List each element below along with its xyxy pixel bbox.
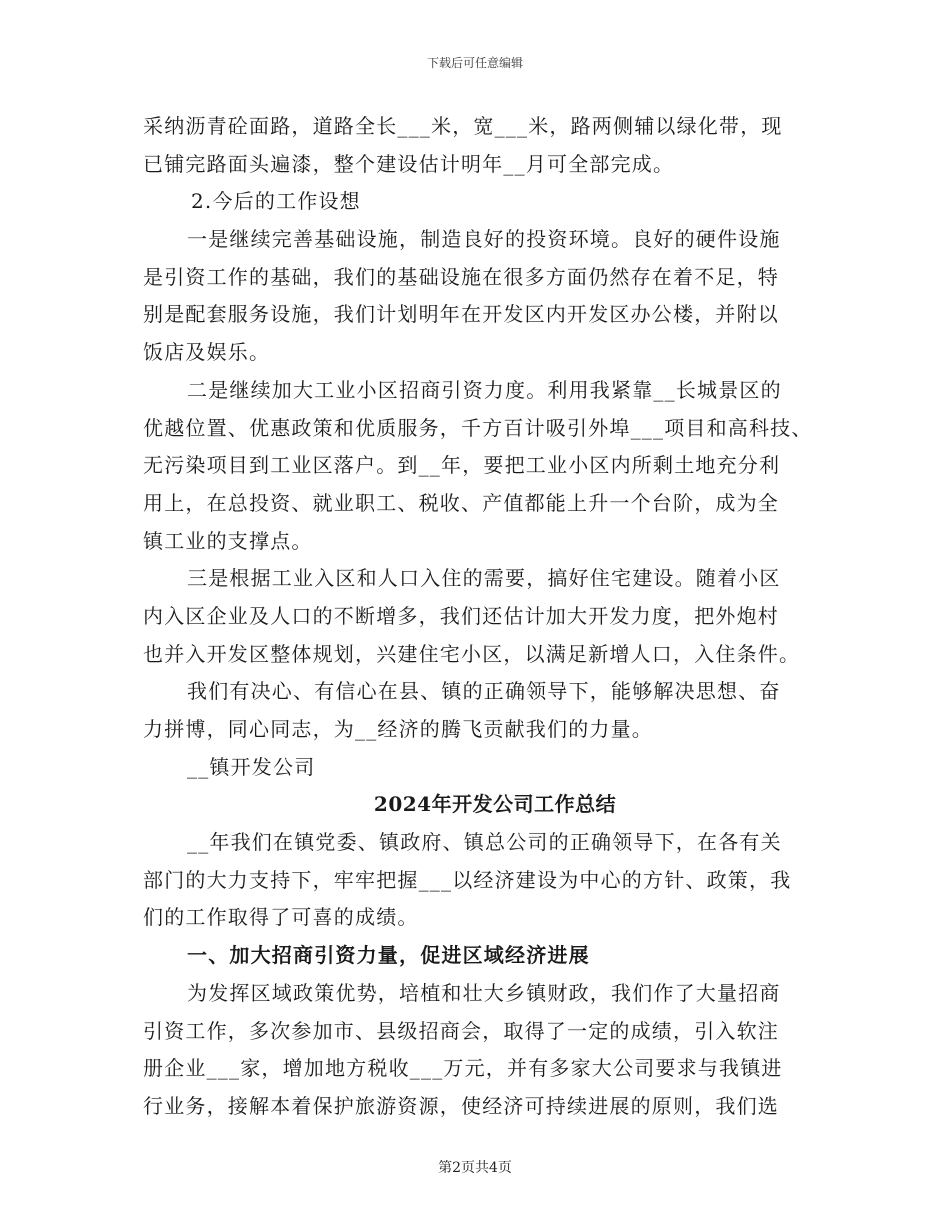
text-line: 别是配套服务设施，我们计划明年在开发区内开发区办公楼，并附以 bbox=[143, 302, 779, 327]
paragraph-start: 二是继续加大工业小区招商引资力度。利用我紧靠__长城景区的 bbox=[187, 377, 782, 402]
document-title: 2024年开发公司工作总结 bbox=[373, 792, 617, 817]
paragraph-start: 我们有决心、有信心在县、镇的正确领导下，能够解决思想、奋 bbox=[187, 679, 781, 704]
text-line: 力拼博，同心同志，为__经济的腾飞贡献我们的力量。 bbox=[143, 717, 653, 741]
signature-line: __镇开发公司 bbox=[187, 754, 316, 779]
text-line: 部门的大力支持下，牢牢把握___以经济建设为中心的方针、政策，我 bbox=[143, 867, 792, 892]
section-heading: 一、加大招商引资力量，促进区域经济进展 bbox=[187, 943, 590, 968]
text-line: 册企业___家，增加地方税收___万元，并有多家大公司要求与我镇进 bbox=[143, 1056, 783, 1081]
paragraph-start: __年我们在镇党委、镇政府、镇总公司的正确领导下，在各有关 bbox=[187, 830, 782, 855]
text-line: 无污染项目到工业区落户。到__年，要把工业小区内所剩土地充分利 bbox=[143, 453, 781, 478]
document-body bbox=[143, 108, 823, 1126]
text-line: 已铺完路面头遍漆，整个建设估计明年__月可全部完成。 bbox=[143, 151, 675, 176]
text-line: 饭店及娱乐。 bbox=[143, 340, 271, 365]
text-line: 优越位置、优惠政策和优质服务，千方百计吸引外埠___项目和高科技、 bbox=[143, 415, 813, 440]
text-line: 采纳沥青砼面路，道路全长___米，宽___米，路两侧辅以绿化带，现 bbox=[143, 114, 783, 138]
page-header: 下载后可任意编辑 bbox=[426, 56, 523, 70]
text-line: 是引资工作的基础，我们的基础设施在很多方面仍然存在着不足，特 bbox=[143, 264, 779, 289]
text-line: 镇工业的支撑点。 bbox=[143, 528, 313, 553]
text-line: 引资工作，多次参加市、县级招商会，取得了一定的成绩，引入软注 bbox=[143, 1018, 779, 1043]
text-line: 们的工作取得了可喜的成绩。 bbox=[143, 905, 419, 930]
text-line: 用上，在总投资、就业职工、税收、产值都能上升一个台阶，成为全 bbox=[143, 490, 779, 515]
section-subheading: 2.今后的工作设想 bbox=[191, 189, 361, 214]
paragraph-start: 三是根据工业入区和人口入住的需要，搞好住宅建设。随着小区 bbox=[187, 566, 781, 591]
text-line: 也并入开发区整体规划，兴建住宅小区，以满足新增人口，入住条件。 bbox=[143, 641, 801, 666]
text-line: 内入区企业及人口的不断增多，我们还估计加大开发力度，把外炮村 bbox=[143, 603, 779, 628]
paragraph-start: 一是继续完善基础设施，制造良好的投资环境。良好的硬件设施 bbox=[187, 227, 781, 252]
text-line: 行业务，接解本着保护旅游资源，使经济可持续进展的原则，我们选 bbox=[143, 1093, 779, 1118]
paragraph-start: 为发挥区域政策优势，培植和壮大乡镇财政，我们作了大量招商 bbox=[187, 980, 781, 1005]
page-number-footer: 第2页共4页 bbox=[438, 1160, 512, 1176]
